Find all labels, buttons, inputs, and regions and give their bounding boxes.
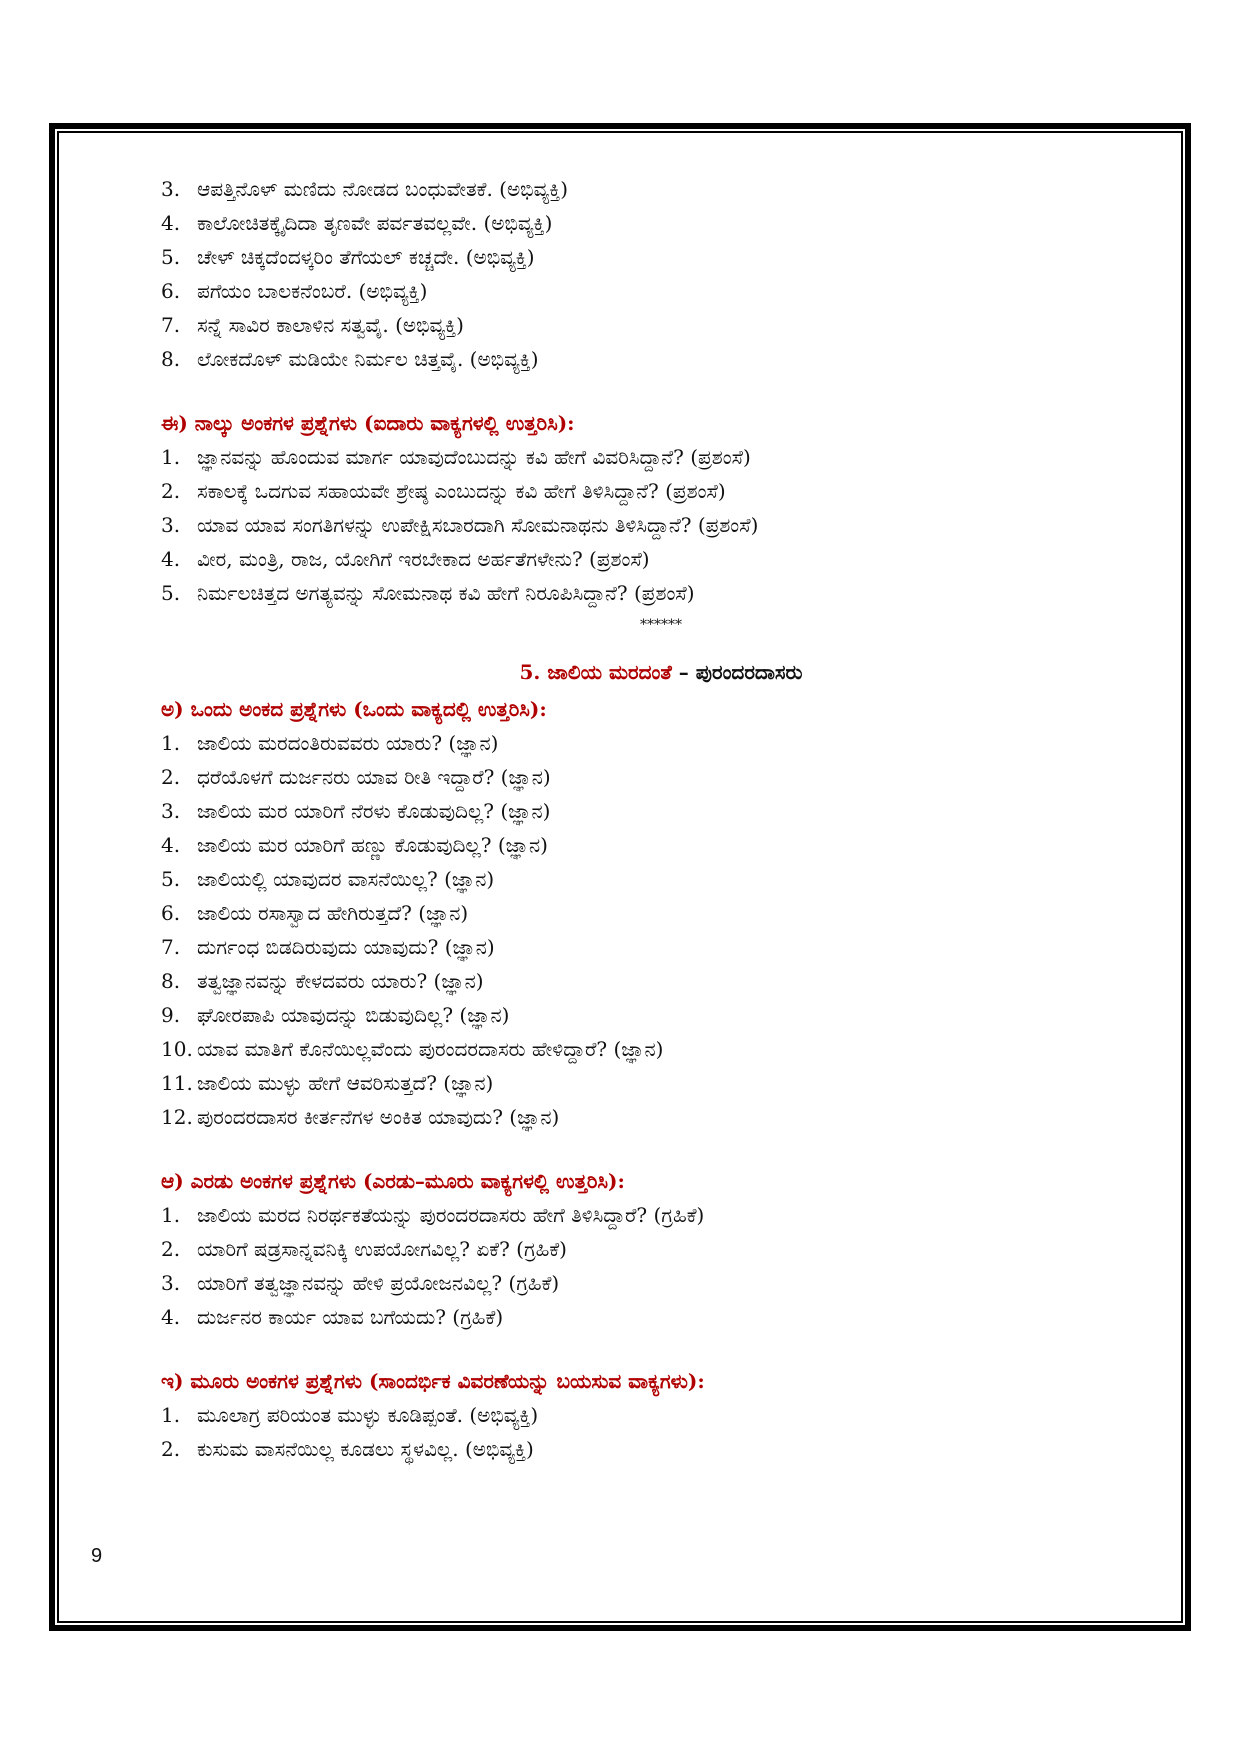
list-item: 6. ಜಾಲಿಯ ರಸಾಸ್ವಾದ ಹೇಗಿರುತ್ತದೆ? (ಜ್ಞಾನ)	[161, 901, 469, 925]
list-item: 4. ವೀರ, ಮಂತ್ರಿ, ರಾಜ, ಯೋಗಿಗೆ ಇರಬೇಕಾದ ಅರ್ಹತೆಗಳೇನು? (ಪ್ರಶಂಸೆ)	[161, 547, 650, 571]
list-item: 5. ನಿರ್ಮಲಚಿತ್ತದ ಅಗತ್ಯವನ್ನು ಸೋಮನಾಥ ಕವಿ ಹೇಗೆ ನಿರೂಪಿಸಿದ್ದಾನೆ? (ಪ್ರಶಂಸೆ)	[161, 581, 695, 605]
section-heading-aa: ಆ) ಎರಡು ಅಂಕಗಳ ಪ್ರಶ್ನೆಗಳು (ಎರಡು–ಮೂರು ವಾಕ್ಯಗಳಲ್ಲಿ ಉತ್ತರಿಸಿ):	[161, 1169, 625, 1193]
list-item: 7. ದುರ್ಗಂಧ ಬಿಡದಿರುವುದು ಯಾವುದು? (ಜ್ಞಾನ)	[161, 935, 495, 959]
list-item: 3. ಆಪತ್ತಿನೊಳ್ ಮಣಿದು ನೋಡದ ಬಂಧುವೇತಕೆ. (ಅಭಿವ್ಯಕ್ತಿ)	[161, 177, 569, 201]
list-item: 2. ಸಕಾಲಕ್ಕೆ ಒದಗುವ ಸಹಾಯವೇ ಶ್ರೇಷ್ಠ ಎಂಬುದನ್ನು ಕವಿ ಹೇಗೆ ತಿಳಿಸಿದ್ದಾನೆ? (ಪ್ರಶಂಸೆ)	[161, 479, 726, 503]
list-item: 1. ಜ್ಞಾನವನ್ನು ಹೊಂದುವ ಮಾರ್ಗ ಯಾವುದೆಂಬುದನ್ನು ಕವಿ ಹೇಗೆ ವಿವರಿಸಿದ್ದಾನೆ? (ಪ್ರಶಂಸೆ)	[161, 445, 751, 469]
list-item: 2. ಯಾರಿಗೆ ಷಡ್ರಸಾನ್ನವನಿಕ್ಕಿ ಉಪಯೋಗವಿಲ್ಲ? ಏಕೆ? (ಗ್ರಹಿಕೆ)	[161, 1237, 567, 1261]
chapter-author: ಪುರಂದರದಾಸರು	[695, 660, 803, 684]
chapter-dash: –	[678, 660, 689, 684]
list-item: 2. ಧರೆಯೊಳಗೆ ದುರ್ಜನರು ಯಾವ ರೀತಿ ಇದ್ದಾರೆ? (ಜ್ಞಾನ)	[161, 765, 551, 789]
list-item: 9. ಘೋರಪಾಪಿ ಯಾವುದನ್ನು ಬಿಡುವುದಿಲ್ಲ? (ಜ್ಞಾನ)	[161, 1003, 510, 1027]
list-item: 3. ಯಾರಿಗೆ ತತ್ವಜ್ಞಾನವನ್ನು ಹೇಳಿ ಪ್ರಯೋಜನವಿಲ್ಲ? (ಗ್ರಹಿಕೆ)	[161, 1271, 560, 1295]
list-item: 7. ಸನ್ನೆ ಸಾವಿರ ಕಾಲಾಳಿನ ಸತ್ವವೈ. (ಅಭಿವ್ಯಕ್ತಿ)	[161, 313, 464, 337]
list-item: 8. ಲೋಕದೊಳ್ ಮಡಿಯೇ ನಿರ್ಮಲ ಚಿತ್ತವೈ. (ಅಭಿವ್ಯಕ್ತಿ)	[161, 347, 539, 371]
list-item: 4. ದುರ್ಜನರ ಕಾರ್ಯ ಯಾವ ಬಗೆಯದು? (ಗ್ರಹಿಕೆ)	[161, 1305, 504, 1329]
chapter-title-text: 5. ಜಾಲಿಯ ಮರದಂತೆ	[519, 660, 672, 684]
separator-stars: ******	[640, 617, 682, 633]
list-item: 3. ಜಾಲಿಯ ಮರ ಯಾರಿಗೆ ನೆರಳು ಕೊಡುವುದಿಲ್ಲ? (ಜ್ಞಾನ)	[161, 799, 551, 823]
section-heading-a: ಅ) ಒಂದು ಅಂಕದ ಪ್ರಶ್ನೆಗಳು (ಒಂದು ವಾಕ್ಯದಲ್ಲಿ ಉತ್ತರಿಸಿ):	[161, 697, 547, 721]
section-heading-i: ಇ) ಮೂರು ಅಂಕಗಳ ಪ್ರಶ್ನೆಗಳು (ಸಾಂದರ್ಭಿಕ ವಿವರಣೆಯನ್ನು ಬಯಸುವ ವಾಕ್ಯಗಳು):	[161, 1369, 705, 1393]
page-number: 9	[91, 1545, 103, 1567]
list-item: 3. ಯಾವ ಯಾವ ಸಂಗತಿಗಳನ್ನು ಉಪೇಕ್ಷಿಸಬಾರದಾಗಿ ಸೋಮನಾಥನು ತಿಳಿಸಿದ್ದಾನೆ? (ಪ್ರಶಂಸೆ)	[161, 513, 759, 537]
list-item: 1. ಜಾಲಿಯ ಮರದ ನಿರರ್ಥಕತೆಯನ್ನು ಪುರಂದರದಾಸರು ಹೇಗೆ ತಿಳಿಸಿದ್ದಾರೆ? (ಗ್ರಹಿಕೆ)	[161, 1203, 705, 1227]
list-item: 4. ಜಾಲಿಯ ಮರ ಯಾರಿಗೆ ಹಣ್ಣು ಕೊಡುವುದಿಲ್ಲ? (ಜ್ಞಾನ)	[161, 833, 548, 857]
list-item: 1. ಜಾಲಿಯ ಮರದಂತಿರುವವರು ಯಾರು? (ಜ್ಞಾನ)	[161, 731, 499, 755]
list-item: 12. ಪುರಂದರದಾಸರ ಕೀರ್ತನೆಗಳ ಅಂಕಿತ ಯಾವುದು? (ಜ್ಞಾನ)	[161, 1105, 560, 1129]
list-item: 6. ಪಗೆಯಂ ಬಾಲಕನೆಂಬರೆ. (ಅಭಿವ್ಯಕ್ತಿ)	[161, 279, 428, 303]
chapter-title	[161, 652, 1121, 692]
section-heading-ee: ಈ) ನಾಲ್ಕು ಅಂಕಗಳ ಪ್ರಶ್ನೆಗಳು (ಐದಾರು ವಾಕ್ಯಗಳಲ್ಲಿ ಉತ್ತರಿಸಿ):	[161, 411, 575, 435]
list-item: 11. ಜಾಲಿಯ ಮುಳ್ಳು ಹೇಗೆ ಆವರಿಸುತ್ತದೆ? (ಜ್ಞಾನ)	[161, 1071, 494, 1095]
document-body	[161, 172, 1121, 1466]
list-item: 10. ಯಾವ ಮಾತಿಗೆ ಕೊನೆಯಿಲ್ಲವೆಂದು ಪುರಂದರದಾಸರು ಹೇಳಿದ್ದಾರೆ? (ಜ್ಞಾನ)	[161, 1037, 664, 1061]
list-item: 1. ಮೂಲಾಗ್ರ ಪರಿಯಂತ ಮುಳ್ಳು ಕೂಡಿಪ್ಪಂತೆ. (ಅಭಿವ್ಯಕ್ತಿ)	[161, 1403, 539, 1427]
list-item: 4. ಕಾಲೋಚಿತಕ್ಕೈದಿದಾ ತೃಣವೇ ಪರ್ವತವಲ್ಲವೇ. (ಅಭಿವ್ಯಕ್ತಿ)	[161, 211, 553, 235]
list-item: 5. ಚೇಳ್ ಚಿಕ್ಕದೆಂದಳ್ಕರಿಂ ತೆಗೆಯಲ್ ಕಚ್ಚದೇ. (ಅಭಿವ್ಯಕ್ತಿ)	[161, 245, 535, 269]
list-item: 8. ತತ್ವಜ್ಞಾನವನ್ನು ಕೇಳದವರು ಯಾರು? (ಜ್ಞಾನ)	[161, 969, 484, 993]
list-item: 2. ಕುಸುಮ ವಾಸನೆಯಿಲ್ಲ ಕೂಡಲು ಸ್ಥಳವಿಲ್ಲ. (ಅಭಿವ್ಯಕ್ತಿ)	[161, 1437, 534, 1461]
list-item: 5. ಜಾಲಿಯಲ್ಲಿ ಯಾವುದರ ವಾಸನೆಯಿಲ್ಲ? (ಜ್ಞಾನ)	[161, 867, 495, 891]
